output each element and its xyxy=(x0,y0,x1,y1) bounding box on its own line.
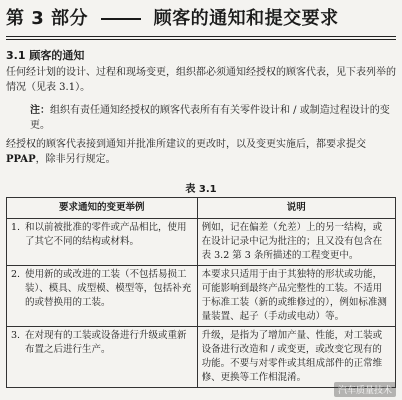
section-name: 顾客的通知 xyxy=(29,49,85,62)
section-number: 3.1 xyxy=(6,49,26,62)
change-notification-table xyxy=(6,197,396,388)
header-examples: 要求通知的变更举例 xyxy=(7,198,198,219)
explanation-cell: 升级，是指为了增加产量、性能，对工装或设备进行改造和 / 或变更，或改变它现有的功能。不要与对零件或其组成部件的正常维修、更换等工作相混淆。 xyxy=(197,327,395,388)
explanation-cell: 例如，记在偏差（允差）上的另一结构，或在设计记录中记为批注的；且又没有包含在表 3.2 第 3 条所描述的工程变更中。 xyxy=(197,219,395,266)
table-title: 表 3.1 xyxy=(185,184,217,195)
heading-dash xyxy=(101,18,141,20)
table-row xyxy=(7,327,396,388)
part-number: 第 3 部分 xyxy=(6,8,89,29)
section-title xyxy=(6,47,84,63)
closing-paragraph xyxy=(6,138,396,167)
example-text: 使用新的或改进的工装（不包括易损工装）、模具、成型模、模型等，包括补充的或替换用的工装。 xyxy=(25,269,192,308)
table-row xyxy=(7,219,396,266)
example-text: 和以前被批准的零件或产品相比，使用了其它不同的结构或材料。 xyxy=(25,222,187,247)
table-header-row xyxy=(7,198,396,219)
part-heading xyxy=(6,4,400,30)
heading-rule-thin xyxy=(6,39,396,40)
closing-tail: ，除非另行规定。 xyxy=(35,153,116,165)
closing-text: 经授权的顾客代表接到通知并批准所建议的更改时，以及变更实施后，都要求提交 xyxy=(6,139,366,150)
ppap-term: PPAP xyxy=(6,153,36,165)
example-cell xyxy=(7,266,198,327)
example-cell xyxy=(7,219,198,266)
example-text: 在对现有的工装或设备进行升级或重新布置之后进行生产。 xyxy=(25,330,187,355)
note-label: 注： xyxy=(30,105,50,116)
row-number: 1. xyxy=(11,222,21,233)
heading-rule xyxy=(6,36,396,37)
row-number: 3. xyxy=(11,330,21,341)
row-number: 2. xyxy=(11,269,21,280)
example-cell xyxy=(7,327,198,388)
part-subtitle: 顾客的通知和提交要求 xyxy=(153,8,339,29)
explanation-cell: 本要求只适用于由于其独特的形状或功能，可能影响到最终产品完整性的工装。不适用于标准工装（新的或维修过的），例如标准测量装置、起子（手动或电动）等。 xyxy=(197,266,395,327)
note-text: 组织有责任通知经授权的顾客代表所有有关零件设计和 / 或制造过程设计的变更。 xyxy=(30,105,390,131)
note-paragraph xyxy=(30,104,396,133)
table-row xyxy=(7,266,396,327)
source-watermark: 汽车质量技术 xyxy=(334,382,396,397)
header-explanation: 说明 xyxy=(197,198,395,219)
intro-paragraph: 任何经计划的设计、过程和现场变更，组织都必须通知经授权的顾客代表，见下表列举的情况（见表 3.1）。 xyxy=(6,67,396,93)
